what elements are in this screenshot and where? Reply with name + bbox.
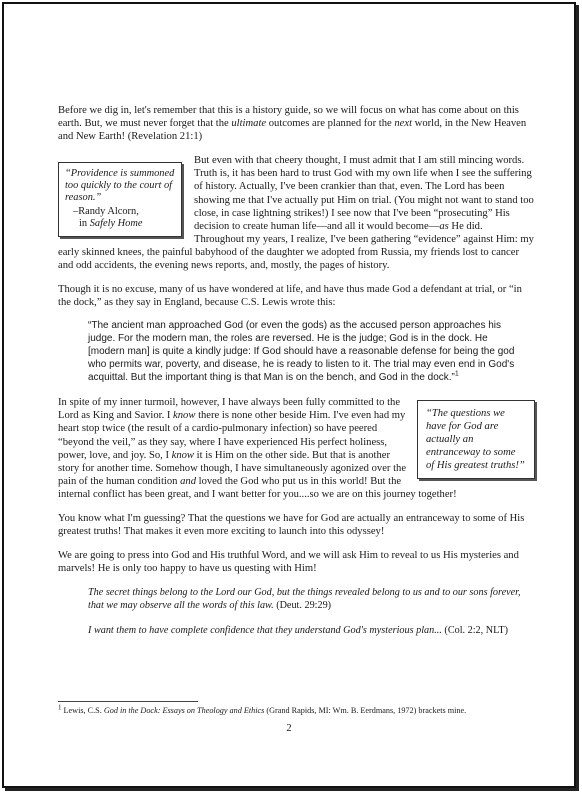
guessing-paragraph: You know what I'm guessing? That the questions we have for God are actually an entranceway to some of His greatest truths! That makes it even more exciting to launch into this odyssey!: [58, 513, 525, 538]
trial-paragraph: But even with that cheery thought, I must admit that I am still mincing words. Truth is, it has been hard to trust God with my own life when I see the suffering of history. Actually, I've been crankier than that, even. The Lord has been showing me that I've actually put Him on trial. (You might not want to stand too close, in case lightning strikes!) I see now that I've been “prosecuting” His decision to create human life—and all it would become—as He did. Throughout my years, I realize, I've been gathering “evidence” against Him: my early skinned knees, the painful babyhood of the daughter we adopted from Russia, my friends lost to cancer and odd accidents, the evening news reports, and, mostly, the pages of history.: [58, 155, 534, 272]
intro-paragraph: Before we dig in, let's remember that this is a history guide, so we will focus on what has come about on this earth. But, we must never forget that the ultimate outcomes are planned for the next world, in the New Heaven and New Earth! (Revelation 21:1): [58, 105, 527, 143]
footnote-marker[interactable]: 1: [454, 370, 459, 378]
footnote-divider: [58, 701, 198, 702]
pullquote-alcorn-source: in Safely Home: [79, 218, 143, 230]
scripture-colossians: I want them to have complete confidence that they understand God's mysterious plan... (Col. 2:2, NLT): [88, 625, 508, 637]
pullquote-alcorn-author: –Randy Alcorn,: [73, 206, 139, 218]
main-content: [58, 104, 535, 649]
page-number: 2: [286, 723, 292, 734]
pullquote-alcorn-text: “Providence is summoned too quickly to the court of reason.”: [65, 168, 175, 204]
turmoil-paragraph: In spite of my inner turmoil, however, I have always been fully committed to the Lord as King and Savior. I know there is none other beside Him. I've even had my heart stop twice (the result of a cardio-pulmonary infection) so have peered “beyond the veil,” as they say, where I have experienced His perfect holiness, power, love, and joy. So, I know it is Him on the other side. But that is another story for another time. Somehow though, I have simultaneously agonized over the pain of the human condition and loved the God who put us in this world! But the internal conflict has been great, and I want better for you....so we are on this journey together!: [58, 397, 457, 500]
pullquote-questions: “The questions we have for God are actually an entranceway to some of His greatest truths!”: [417, 400, 535, 479]
scripture-deuteronomy: The secret things belong to the Lord our God, but the things revealed belong to us and to our sons forever, that we may observe all the words of this law. (Deut. 29:29): [88, 587, 521, 612]
page: [2, 2, 576, 788]
pullquote-alcorn: [58, 162, 182, 237]
dock-paragraph: Though it is no excuse, many of us have wondered at life, and have thus made God a defendant at trial, or “in the dock,” as they say in England, because C.S. Lewis wrote this:: [58, 284, 522, 309]
lewis-quote: “The ancient man approached God (or even the gods) as the accused person approaches his judge. For the modern man, the roles are reversed. He is the judge; God is in the dock. He [modern man] is quite a kindly judge: If God should have a reasonable defense for being the god who permits war, poverty, and disease, he is ready to listen to it. The trial may even end in God's acquittal. But the important thing is that Man is on the bench, and God in the dock.”$^1$: [88, 320, 515, 383]
press-paragraph: We are going to press into God and His truthful Word, and we will ask Him to reveal to us His mysteries and marvels! He is only too happy to have us questing with Him!: [58, 550, 519, 575]
footnote: 1 Lewis, C.S. God in the Dock: Essays on Theology and Ethics (Grand Rapids, MI: Wm. B. Eerdmans, 1972) brackets mine.: [58, 703, 467, 715]
